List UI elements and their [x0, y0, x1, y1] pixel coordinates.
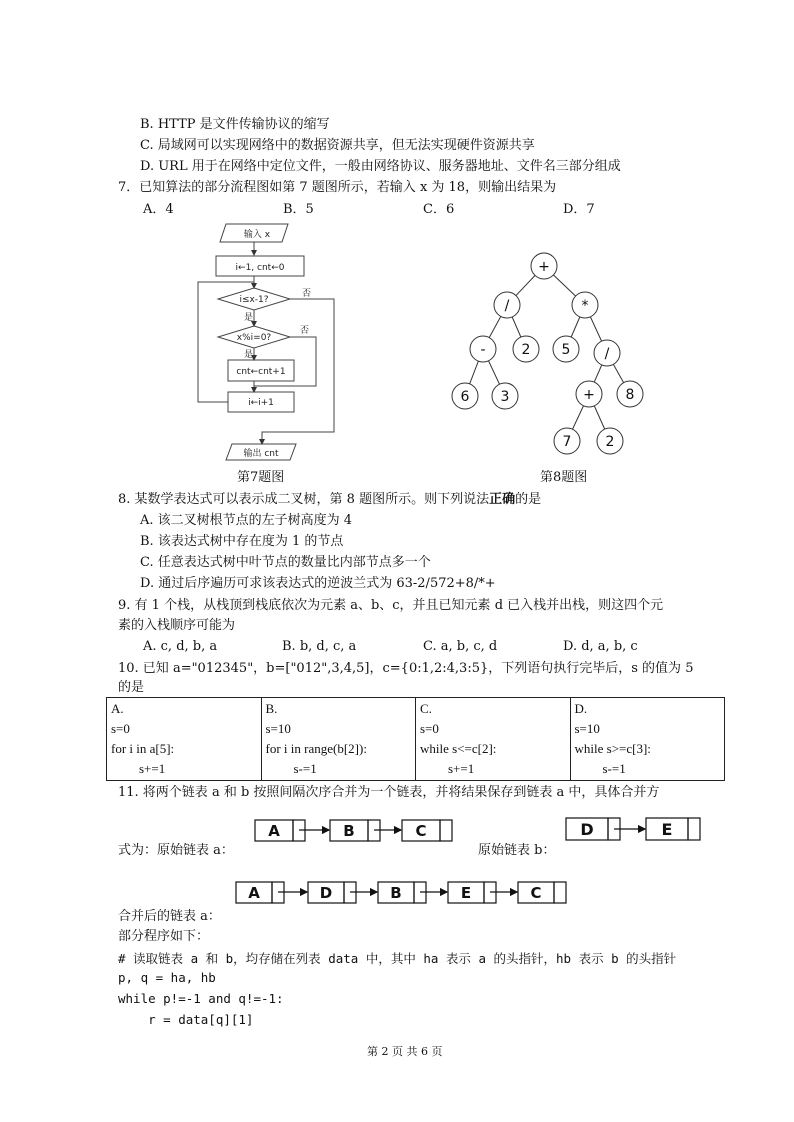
q8-option-a: A. 该二叉树根节点的左子树高度为 4 [140, 513, 353, 528]
list-a-node-2: B [343, 822, 355, 840]
q8-stem-tail: 的是 [515, 492, 542, 507]
q9-option-b: B. b, d, c, a [282, 639, 357, 654]
q9-option-a: A. c, d, b, a [143, 639, 218, 654]
list-b-node-1: D [580, 820, 594, 839]
merged-node-4: E [460, 884, 472, 902]
q10-stem-line2: 的是 [118, 680, 145, 695]
q7-option-d: D．7 [563, 202, 595, 217]
q8-expression-tree [440, 245, 670, 470]
code-line-3: while p!=-1 and q!=-1: [118, 991, 284, 1006]
q10-a-line2: for i in a[5]: [111, 741, 175, 756]
q6-option-c: C. 局域网可以实现网络中的数据资源共享，但无法实现硬件资源共享 [140, 138, 535, 153]
q9-stem-line2: 素的入栈顺序可能为 [118, 618, 236, 633]
flow-output-label: 输出 cnt [243, 449, 279, 459]
q10-b-line1: s=10 [265, 721, 291, 736]
flow-init-label: i←1, cnt←0 [235, 263, 285, 273]
q10-a-line3: s+=1 [139, 761, 166, 776]
q11-part-label: 部分程序如下： [118, 929, 210, 944]
list-a-node-3: C [415, 822, 427, 840]
flow-no-label-1: 否 [302, 289, 312, 299]
merged-node-3: B [390, 884, 402, 902]
q10-option-b [261, 698, 416, 781]
tree-node-2: / [504, 298, 510, 314]
q11-merged-list-diagram [230, 877, 580, 907]
q10-c-line2: while s<=c[2]: [420, 741, 497, 756]
tree-node-6: 5 [561, 342, 571, 358]
tree-node-5: 2 [521, 342, 531, 358]
q7-figure-caption: 第7题图 [237, 470, 285, 485]
q8-stem-emphasis: 正确 [489, 492, 516, 507]
tree-node-8: 6 [460, 389, 470, 405]
q10-d-label: D. [574, 701, 588, 716]
tree-node-4: - [480, 342, 486, 358]
q11-stem-line1: 11. 将两个链表 a 和 b 按照间隔次序合并为一个链表，并将结果保存到链表 a 中，具体合并方 [118, 785, 660, 800]
q7-stem: 7．已知算法的部分流程图如第 7 题图所示，若输入 x 为 18，则输出结果为 [118, 180, 557, 195]
flow-input-label: 输入 x [243, 230, 271, 240]
tree-node-7: / [604, 346, 610, 362]
q10-a-line1: s=0 [111, 721, 130, 736]
q7-flowchart [190, 220, 340, 465]
q11-stem-line2: 式为：原始链表 a： [118, 843, 234, 858]
q8-option-c: C. 任意表达式树中叶节点的数量比内部节点多一个 [140, 555, 431, 570]
tree-node-13: 2 [605, 434, 615, 450]
page-footer: 第 2 页 共 6 页 [367, 1045, 443, 1058]
q8-option-d: D. 通过后序遍历可求该表达式的逆波兰式为 63-2/572+8/*+ [140, 576, 496, 591]
q10-d-line2: while s>=c[3]: [574, 741, 651, 756]
tree-node-3: * [581, 298, 589, 314]
flow-yes-label-1: 是 [244, 313, 254, 323]
tree-node-12: 7 [562, 434, 572, 450]
q6-option-b: B. HTTP 是文件传输协议的缩写 [140, 117, 330, 132]
code-line-2: p, q = ha, hb [118, 970, 216, 985]
q8-stem [118, 491, 541, 509]
q8-figure-caption: 第8题图 [540, 470, 588, 485]
q10-stem-line1: 10. 已知 a="012345"，b=["012",3,4,5]，c={0:1,2:4,3:5}，下列语句执行完毕后，s 的值为 5 [118, 661, 694, 676]
q6-option-d: D. URL 用于在网络中定位文件，一般由网络协议、服务器地址、文件名三部分组成 [140, 159, 621, 174]
q10-option-a [107, 698, 262, 781]
code-line-1: # 读取链表 a 和 b，均存储在列表 data 中，其中 ha 表示 a 的头指针，hb 表示 b 的头指针 [118, 951, 677, 966]
flow-cnt-label: cnt←cnt+1 [236, 367, 286, 377]
q11-list-b-diagram [560, 813, 710, 843]
code-line-4: r = data[q][1] [118, 1012, 254, 1027]
tree-node-1: + [538, 259, 550, 275]
q10-a-label: A. [111, 701, 124, 716]
q10-c-line1: s=0 [420, 721, 439, 736]
q10-option-c [416, 698, 571, 781]
q11-merged-label: 合并后的链表 a： [118, 909, 221, 924]
flow-yes-label-2: 是 [244, 350, 254, 360]
merged-node-1: A [248, 884, 260, 902]
q7-option-c: C．6 [423, 202, 455, 217]
q7-option-a: A．4 [143, 202, 174, 217]
q7-option-b: B．5 [283, 202, 314, 217]
q11-listb-label: 原始链表 b： [478, 843, 556, 858]
flow-inc-label: i←i+1 [248, 398, 274, 408]
q10-option-d [570, 698, 725, 781]
q10-c-line3: s+=1 [448, 761, 475, 776]
q9-option-c: C. a, b, c, d [423, 639, 498, 654]
tree-node-11: 8 [625, 387, 635, 403]
merged-node-5: C [530, 884, 542, 902]
q10-d-line1: s=10 [574, 721, 600, 736]
q10-b-label: B. [265, 701, 278, 716]
list-b-node-2: E [661, 820, 673, 839]
list-a-node-1: A [268, 822, 280, 840]
flow-cond2-label: x%i=0? [236, 333, 272, 343]
q10-b-line2: for i in range(b[2]): [265, 741, 367, 756]
q9-option-d: D. d, a, b, c [563, 639, 638, 654]
q10-options-table [106, 697, 725, 781]
q9-stem-line1: 9. 有 1 个栈，从栈顶到栈底依次为元素 a、b、c，并且已知元素 d 已入栈并出栈，则这四个元 [118, 598, 664, 613]
tree-node-10: + [583, 387, 595, 403]
q11-list-a-diagram [250, 815, 460, 845]
q10-b-line3: s-=1 [293, 761, 317, 776]
merged-node-2: D [319, 884, 333, 902]
q10-c-label: C. [420, 701, 432, 716]
tree-node-9: 3 [500, 389, 510, 405]
q8-option-b: B. 该表达式树中存在度为 1 的节点 [140, 534, 344, 549]
q8-stem-text: 8. 某数学表达式可以表示成二叉树，第 8 题图所示。则下列说法 [118, 492, 490, 507]
flow-no-label-2: 否 [300, 326, 310, 336]
flow-cond1-label: i≤x-1? [239, 295, 269, 305]
q10-d-line3: s-=1 [602, 761, 626, 776]
